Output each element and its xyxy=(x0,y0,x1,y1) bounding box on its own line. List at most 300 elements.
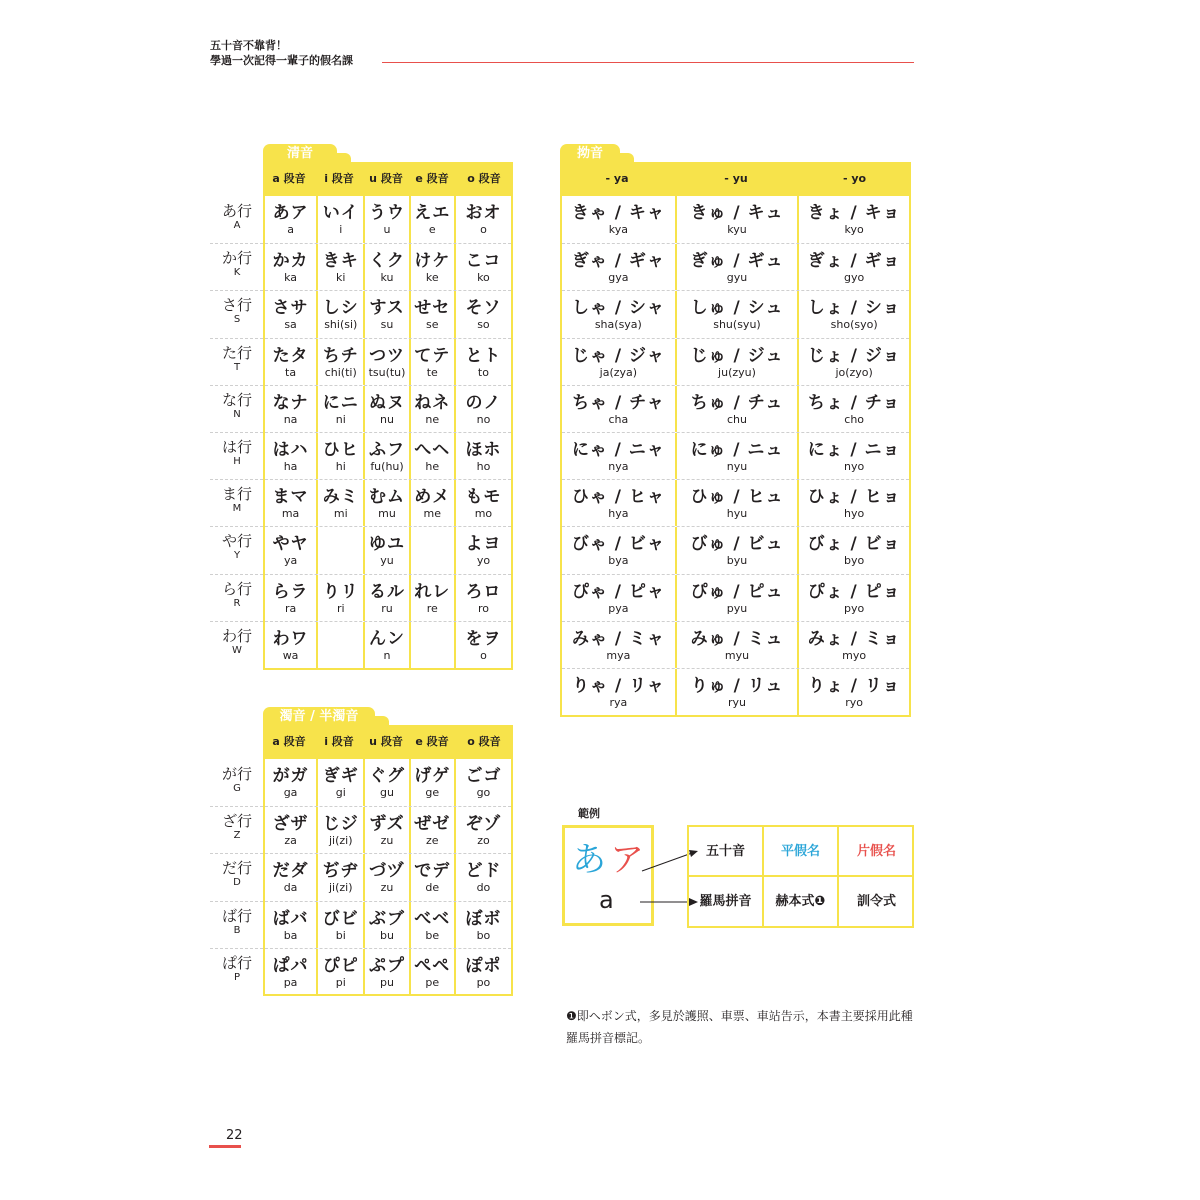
romaji-text: pa xyxy=(283,975,298,989)
seion-row xyxy=(265,290,511,337)
romaji-text: chu xyxy=(726,412,747,426)
example-legend-grid xyxy=(687,825,914,928)
kana-text: ちチ xyxy=(322,345,359,366)
romaji-text: ge xyxy=(425,786,440,799)
youon-cell xyxy=(562,291,675,337)
row-label-kana: ば行 xyxy=(221,906,252,925)
row-divider xyxy=(210,385,263,387)
seion-cell xyxy=(363,291,408,337)
dakuon-col-header: i 段音 xyxy=(324,735,354,748)
seion-cell xyxy=(265,433,316,479)
dakuon-cell xyxy=(454,902,511,948)
dakuon-cell xyxy=(454,854,511,900)
legend-katakana: 片假名 xyxy=(839,827,914,877)
romaji-text: rya xyxy=(609,696,628,709)
youon-cell xyxy=(675,669,798,715)
example-title: 範例 xyxy=(578,807,600,820)
romaji-text: cha xyxy=(608,412,629,426)
dakuon-row xyxy=(265,806,511,853)
seion-cell xyxy=(316,291,363,337)
seion-cell xyxy=(454,480,511,526)
row-divider xyxy=(210,621,263,623)
kana-text: もモ xyxy=(465,487,502,508)
youon-cell xyxy=(562,575,675,621)
example-katakana: ア xyxy=(610,840,644,880)
kana-text: よヨ xyxy=(465,534,502,555)
romaji-text: pyo xyxy=(844,601,865,615)
dakuon-cell xyxy=(409,854,454,900)
romaji-text: bi xyxy=(335,928,346,942)
kana-text: だダ xyxy=(272,861,309,882)
kana-text: びょ / ビョ xyxy=(807,534,901,555)
kana-text: ぴピ xyxy=(322,955,359,976)
row-label-roman: W xyxy=(232,644,242,656)
dakuon-cell xyxy=(316,902,363,948)
romaji-text: ja(zya) xyxy=(599,365,638,379)
youon-cell xyxy=(562,433,675,479)
kana-text: とト xyxy=(465,345,502,366)
youon-cell xyxy=(797,480,909,526)
kana-text: まマ xyxy=(272,487,309,508)
dakuon-cell xyxy=(363,807,408,853)
kana-text: じジ xyxy=(322,814,359,835)
row-label-roman: D xyxy=(233,877,241,889)
kana-text: ざザ xyxy=(272,814,309,835)
romaji-text: ju(zyu) xyxy=(718,365,756,379)
kana-text: しゃ / シャ xyxy=(571,298,665,319)
row-label xyxy=(211,485,263,515)
romaji-text: hyo xyxy=(844,507,865,521)
row-divider xyxy=(210,948,263,950)
row-label-kana: さ行 xyxy=(221,296,252,315)
legend-hiragana: 平假名 xyxy=(764,827,839,877)
kana-text: べベ xyxy=(414,908,451,929)
kana-text: がガ xyxy=(272,766,309,786)
romaji-text: myo xyxy=(842,648,867,662)
seion-cell xyxy=(409,244,454,290)
seion-row xyxy=(265,574,511,621)
kana-text: みゃ / ミャ xyxy=(571,628,665,649)
kana-text: でデ xyxy=(414,861,451,882)
legend-hepburn: 赫本式❶ xyxy=(764,877,839,927)
romaji-text: kyu xyxy=(727,223,747,236)
seion-cell xyxy=(316,480,363,526)
romaji-text: bu xyxy=(380,928,394,942)
kana-text: つツ xyxy=(369,345,405,366)
youon-row xyxy=(562,479,909,526)
kana-text: しゅ / シュ xyxy=(690,298,784,319)
seion-cell xyxy=(409,527,454,573)
dakuon-cell xyxy=(265,949,316,995)
youon-cell xyxy=(797,527,909,573)
seion-cell xyxy=(363,196,408,243)
romaji-text: nyo xyxy=(844,460,865,473)
seion-cell xyxy=(265,622,316,668)
seion-cell xyxy=(265,575,316,621)
seion-cell xyxy=(454,196,511,243)
seion-row xyxy=(265,196,511,243)
row-label xyxy=(211,765,263,795)
youon-cell xyxy=(797,669,909,715)
youon-row xyxy=(562,338,909,385)
kana-text: けケ xyxy=(414,251,451,272)
romaji-text: ka xyxy=(284,271,298,285)
youon-cell xyxy=(562,339,675,385)
dakuon-col-header: u 段音 xyxy=(369,735,403,748)
row-label-kana: だ行 xyxy=(221,859,252,878)
romaji-text: su xyxy=(380,318,394,332)
romaji-text: i xyxy=(339,223,343,236)
seion-cell xyxy=(316,622,363,668)
row-label-kana: ざ行 xyxy=(221,812,252,831)
seion-cell xyxy=(409,386,454,432)
dakuon-cell xyxy=(363,949,408,995)
dakuon-cell xyxy=(363,902,408,948)
seion-cell xyxy=(316,386,363,432)
romaji-text: mi xyxy=(333,507,348,521)
seion-cell xyxy=(363,575,408,621)
youon-row xyxy=(562,385,909,432)
romaji-text: ji(zi) xyxy=(328,834,353,848)
row-label-roman: A xyxy=(233,220,241,231)
dakuon-cell xyxy=(363,854,408,900)
row-label-roman: M xyxy=(232,503,242,515)
romaji-text: so xyxy=(477,318,490,332)
kana-text: ろロ xyxy=(465,581,502,602)
row-label-kana: あ行 xyxy=(221,202,252,220)
kana-text: きゅ / キュ xyxy=(690,203,784,223)
romaji-text: ke xyxy=(425,271,439,285)
dakuon-row xyxy=(265,948,511,995)
row-divider xyxy=(210,806,263,808)
kana-text: をヲ xyxy=(465,628,502,649)
romaji-text: cho xyxy=(844,412,865,426)
kana-text: ちゅ / チュ xyxy=(690,392,784,413)
kana-text: なナ xyxy=(272,392,309,413)
seion-cell xyxy=(454,291,511,337)
romaji-text: byu xyxy=(726,554,748,568)
seion-cell xyxy=(454,575,511,621)
romaji-text: ro xyxy=(477,601,489,615)
row-label-kana: た行 xyxy=(221,343,252,362)
kana-text: ふフ xyxy=(369,440,405,460)
kana-text: むム xyxy=(369,487,405,508)
row-label xyxy=(211,627,263,657)
seion-body xyxy=(263,196,513,670)
kana-text: どド xyxy=(465,861,502,882)
running-header xyxy=(210,38,353,68)
dakuon-cell xyxy=(316,759,363,806)
kana-text: らラ xyxy=(272,581,309,602)
kana-text: わワ xyxy=(272,628,309,649)
seion-cell xyxy=(454,386,511,432)
dakuon-cell xyxy=(316,807,363,853)
kana-text: ひょ / ヒョ xyxy=(807,487,901,508)
romaji-text: shi(si) xyxy=(324,318,358,332)
youon-cell xyxy=(562,196,675,243)
romaji-text: he xyxy=(425,460,440,473)
romaji-text: me xyxy=(423,507,442,521)
youon-row xyxy=(562,196,909,243)
youon-row xyxy=(562,621,909,668)
romaji-text: ne xyxy=(425,412,440,426)
kana-text: にゃ / ニャ xyxy=(571,440,665,460)
romaji-text: kyo xyxy=(844,223,864,236)
seion-row xyxy=(265,621,511,668)
romaji-text: ki xyxy=(336,271,346,285)
legend-gojuon: 五十音 xyxy=(689,827,764,877)
youon-cell xyxy=(675,291,798,337)
seion-cell xyxy=(265,386,316,432)
seion-cell xyxy=(409,291,454,337)
youon-cell xyxy=(562,244,675,290)
kana-text: うウ xyxy=(369,203,405,223)
romaji-text: nya xyxy=(608,460,629,473)
romaji-text: pi xyxy=(335,975,346,989)
youon-col-header: - yu xyxy=(724,172,748,185)
arrow-line-upper xyxy=(642,853,692,871)
seion-row xyxy=(265,526,511,573)
kana-text: さサ xyxy=(272,298,309,319)
youon-col-header: - yo xyxy=(842,172,867,185)
romaji-text: o xyxy=(480,648,487,662)
row-label-kana: な行 xyxy=(221,390,252,409)
romaji-text: ta xyxy=(285,365,297,379)
dakuon-cell xyxy=(265,902,316,948)
row-label-roman: T xyxy=(233,361,241,373)
kana-text: ぎょ / ギョ xyxy=(807,251,901,272)
romaji-text: te xyxy=(426,365,438,379)
romaji-text: pu xyxy=(380,975,394,989)
dakuon-cell xyxy=(454,949,511,995)
seion-row xyxy=(265,479,511,526)
kana-text: ちょ / チョ xyxy=(807,392,901,413)
row-divider xyxy=(210,243,263,245)
seion-col-header: e 段音 xyxy=(415,172,449,185)
romaji-text: ku xyxy=(380,271,394,285)
seion-cell xyxy=(316,433,363,479)
dakuon-col-header: a 段音 xyxy=(272,735,306,748)
kana-text: れレ xyxy=(414,581,451,602)
romaji-text: ryu xyxy=(727,696,746,709)
kana-text: げゲ xyxy=(414,766,451,786)
kana-text: あア xyxy=(272,203,309,223)
romaji-text: zo xyxy=(477,834,490,848)
row-label xyxy=(211,438,263,468)
romaji-text: ze xyxy=(426,834,439,848)
romaji-text: a xyxy=(287,223,294,236)
kana-text: めメ xyxy=(414,487,451,508)
seion-header-row xyxy=(263,162,513,196)
romaji-text: n xyxy=(383,648,391,662)
kana-text: しシ xyxy=(322,298,359,319)
kana-text: すス xyxy=(369,298,405,319)
youon-cell xyxy=(797,291,909,337)
seion-cell xyxy=(454,433,511,479)
youon-header-row xyxy=(560,162,911,196)
kana-text: ちゃ / チャ xyxy=(572,392,665,413)
romaji-text: na xyxy=(283,412,298,426)
seion-cell xyxy=(316,575,363,621)
dakuon-cell xyxy=(265,854,316,900)
dakuon-cell xyxy=(409,902,454,948)
kana-text: ぴょ / ピョ xyxy=(807,581,901,602)
row-label-roman: B xyxy=(233,924,241,936)
romaji-text: zu xyxy=(380,881,394,895)
kana-text: ぽポ xyxy=(465,955,502,976)
romaji-text: byo xyxy=(844,554,865,568)
romaji-text: ha xyxy=(283,460,298,473)
seion-cell xyxy=(265,196,316,243)
romaji-text: gi xyxy=(335,786,346,799)
kana-text: へヘ xyxy=(414,440,451,460)
kana-text: ひゅ / ヒュ xyxy=(690,487,784,508)
dakuon-row xyxy=(265,759,511,806)
romaji-text: pyu xyxy=(726,601,748,615)
seion-col-header: a 段音 xyxy=(272,172,306,185)
kana-text: んン xyxy=(369,628,405,649)
kana-text: じょ / ジョ xyxy=(807,345,901,366)
row-label-kana: か行 xyxy=(221,249,252,268)
romaji-text: fu(hu) xyxy=(370,460,404,473)
romaji-text: to xyxy=(477,365,489,379)
dakuon-cell xyxy=(409,759,454,806)
seion-cell xyxy=(265,291,316,337)
header-line2: 學過一次記得一輩子的假名課 xyxy=(210,54,353,67)
row-label-kana: や行 xyxy=(221,532,252,551)
romaji-text: be xyxy=(425,928,440,942)
kana-text: かカ xyxy=(272,251,309,272)
seion-tab: 清音 xyxy=(263,144,337,162)
kana-text: そソ xyxy=(465,298,502,319)
youon-cell xyxy=(675,527,798,573)
row-label xyxy=(211,954,263,984)
romaji-text: nyu xyxy=(726,460,748,473)
romaji-text: ra xyxy=(284,601,297,615)
kana-text: にゅ / ニュ xyxy=(690,440,784,460)
youon-cell xyxy=(562,622,675,668)
kana-text: はハ xyxy=(272,440,309,460)
dakuon-cell xyxy=(316,854,363,900)
romaji-text: jo(zyo) xyxy=(835,365,873,379)
romaji-text: gu xyxy=(380,786,394,799)
youon-row xyxy=(562,432,909,479)
seion-cell xyxy=(363,480,408,526)
youon-cell xyxy=(675,480,798,526)
kana-text: きキ xyxy=(322,251,359,272)
seion-cell xyxy=(265,480,316,526)
row-label-kana: は行 xyxy=(221,438,252,456)
romaji-text: go xyxy=(476,786,491,799)
romaji-text: pe xyxy=(425,975,440,989)
kana-text: ほホ xyxy=(465,440,502,460)
kana-text: ばバ xyxy=(272,908,309,929)
row-label-kana: ら行 xyxy=(221,579,252,598)
romaji-text: sa xyxy=(284,318,297,332)
row-label xyxy=(211,812,263,842)
kana-text: みょ / ミョ xyxy=(807,628,901,649)
youon-cell xyxy=(797,339,909,385)
romaji-text: wa xyxy=(282,648,299,662)
youon-cell xyxy=(797,386,909,432)
romaji-text: hya xyxy=(608,507,629,521)
seion-cell xyxy=(265,339,316,385)
kana-text: こコ xyxy=(465,251,502,272)
kana-text: たタ xyxy=(272,345,309,366)
youon-cell xyxy=(675,386,798,432)
kana-text: りょ / リョ xyxy=(807,676,901,696)
row-label-kana: ぱ行 xyxy=(221,953,252,972)
seion-col-header: i 段音 xyxy=(324,172,354,185)
seion-row xyxy=(265,243,511,290)
youon-cell xyxy=(675,575,798,621)
romaji-text: ga xyxy=(283,786,298,799)
dakuon-cell xyxy=(409,949,454,995)
kana-text: ぺペ xyxy=(414,955,451,976)
row-divider xyxy=(210,853,263,855)
romaji-text: ryo xyxy=(845,696,864,709)
romaji-text: re xyxy=(426,601,438,615)
romaji-text: myu xyxy=(724,648,750,662)
seion-cell xyxy=(409,480,454,526)
kana-text: せセ xyxy=(414,298,451,319)
dakuon-col-header: o 段音 xyxy=(467,735,501,748)
header-rule xyxy=(382,62,914,63)
kana-text: ぐグ xyxy=(369,766,405,786)
youon-cell xyxy=(675,339,798,385)
romaji-text: e xyxy=(428,223,436,236)
romaji-text: za xyxy=(284,834,297,848)
row-divider xyxy=(210,526,263,528)
row-label-roman: P xyxy=(233,971,241,983)
row-label xyxy=(211,202,263,232)
row-label-roman: K xyxy=(233,267,241,279)
kana-text: にょ / ニョ xyxy=(807,440,901,460)
kana-text: おオ xyxy=(465,203,502,223)
romaji-text: ru xyxy=(381,601,393,615)
youon-cell xyxy=(675,622,798,668)
romaji-text: mu xyxy=(378,507,396,521)
example-hiragana: あ xyxy=(572,840,606,880)
kana-text: きょ / キョ xyxy=(807,203,901,223)
row-divider xyxy=(210,479,263,481)
dakuon-row xyxy=(265,901,511,948)
row-label-roman: Z xyxy=(233,830,241,842)
row-label-roman: H xyxy=(233,456,241,467)
dakuon-cell xyxy=(265,759,316,806)
seion-cell xyxy=(316,244,363,290)
kana-text: きゃ / キャ xyxy=(571,203,665,223)
kana-text: ぶブ xyxy=(369,908,405,929)
romaji-text: ma xyxy=(281,507,300,521)
romaji-text: hi xyxy=(335,460,346,473)
youon-cell xyxy=(562,480,675,526)
seion-cell xyxy=(316,196,363,243)
row-label xyxy=(211,344,263,374)
kana-text: ぬヌ xyxy=(369,392,405,413)
kana-text: ぢヂ xyxy=(322,861,359,882)
seion-cell xyxy=(316,339,363,385)
seion-row xyxy=(265,432,511,479)
youon-cell xyxy=(562,386,675,432)
youon-body xyxy=(560,196,911,717)
row-label xyxy=(211,907,263,937)
kana-text: ぎゃ / ギャ xyxy=(571,251,665,272)
youon-cell xyxy=(797,244,909,290)
romaji-text: gyu xyxy=(726,271,748,285)
kana-text: にニ xyxy=(322,392,359,413)
kana-text: びゃ / ビャ xyxy=(571,534,665,555)
